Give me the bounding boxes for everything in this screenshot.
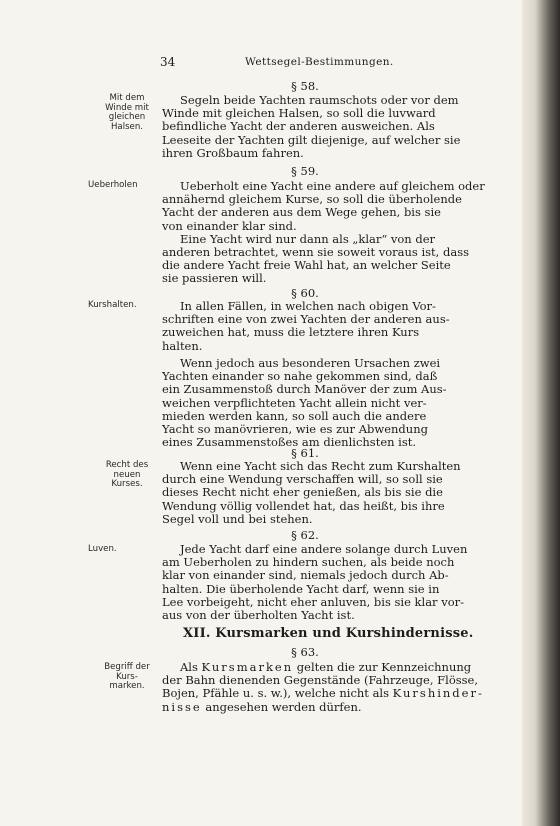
margin-note-63: Begriff der Kurs- marken. [104, 662, 150, 691]
section-63-text: Als Kursmarken gelten die zur Kennzeichnung der Bahn dienenden Gegenstände (Fahrzeuge, Flösse, Bojen, Pfähle u. s. w.), welche nicht als Kurshinder- nisse angesehen werden dürfen. [162, 660, 484, 714]
section-62-text: Jede Yacht darf eine andere solange durch Luven am Ueberholen zu hindern suchen, als beide noch klar von einander sind, niemals jedoch durch Ab- halten. Die überholende Yacht darf, wenn sie in Lee vorbeigeht, nicht eher anluven, bis sie klar vor- aus von der überholten Yacht ist. [162, 542, 468, 622]
section-63-number: § 63. [291, 645, 319, 659]
running-title: Wettsegel-Bestimmungen. [245, 56, 394, 68]
section-61-number: § 61. [291, 446, 319, 460]
margin-note-62: Luven. [88, 544, 117, 554]
page-number: 34 [160, 55, 176, 69]
chapter-heading: XII. Kursmarken und Kurshindernisse. [183, 626, 474, 641]
section-60-text: In allen Fällen, in welchen nach obigen Vor- schriften eine von zwei Yachten der anderen aus- zuweichen hat, muss die letztere ihren Kurs halten. [162, 299, 450, 353]
section-60-number: § 60. [291, 286, 319, 300]
term-kursmarken: Kursmarken [201, 660, 294, 674]
margin-note-60: Kurshalten. [88, 300, 137, 310]
section-59-text: Ueberholt eine Yacht eine andere auf gleichem oder annähernd gleichem Kurse, so soll die überholende Yacht der anderen aus dem Wege gehen, bis sie von einander klar sind. Eine Yacht wird nur dann als „klar“ von der anderen betrachtet, wenn sie soweit voraus ist, dass die andere Yacht freie Wahl hat, an welcher Seite sie passieren will. [162, 179, 485, 286]
section-58-text: Segeln beide Yachten raumschots oder vor dem Winde mit gleichen Halsen, so soll die luvward befindliche Yacht der anderen ausweichen. Als Leeseite der Yachten gilt diejenige, auf welcher sie ihren Großbaum fahren. [162, 93, 461, 160]
term-kurshindernisse: Kurshinder- [392, 686, 484, 701]
section-62-number: § 62. [291, 528, 319, 542]
margin-note-61: Recht des neuen Kurses. [105, 460, 149, 489]
page-header [160, 55, 430, 73]
section-59-number: § 59. [291, 164, 319, 178]
section-60-text-2: Wenn jedoch aus besonderen Ursachen zwei Yachten einander so nahe gekommen sind, daß ein Zusammenstoß durch Manöver der zum Aus- weichen verpflichteten Yacht allein nicht ver- mieden werden kann, so soll auch die andere Yacht so manövrieren, wie es zur Abwendung eines Zusammenstoßes am dienlichsten ist. [162, 356, 447, 450]
section-61-text: Wenn eine Yacht sich das Recht zum Kurshalten durch eine Wendung verschaffen will, so soll sie dieses Recht nicht eher genießen, als bis sie die Wendung völlig vollendet hat, das heißt, bis ihre Segel voll und bei stehen. [162, 459, 461, 526]
book-binding-edge [522, 0, 560, 826]
margin-note-58: Mit dem Winde mit gleichen Halsen. [105, 93, 149, 132]
margin-note-59: Ueberholen [88, 180, 138, 190]
section-58-number: § 58. [291, 79, 319, 93]
